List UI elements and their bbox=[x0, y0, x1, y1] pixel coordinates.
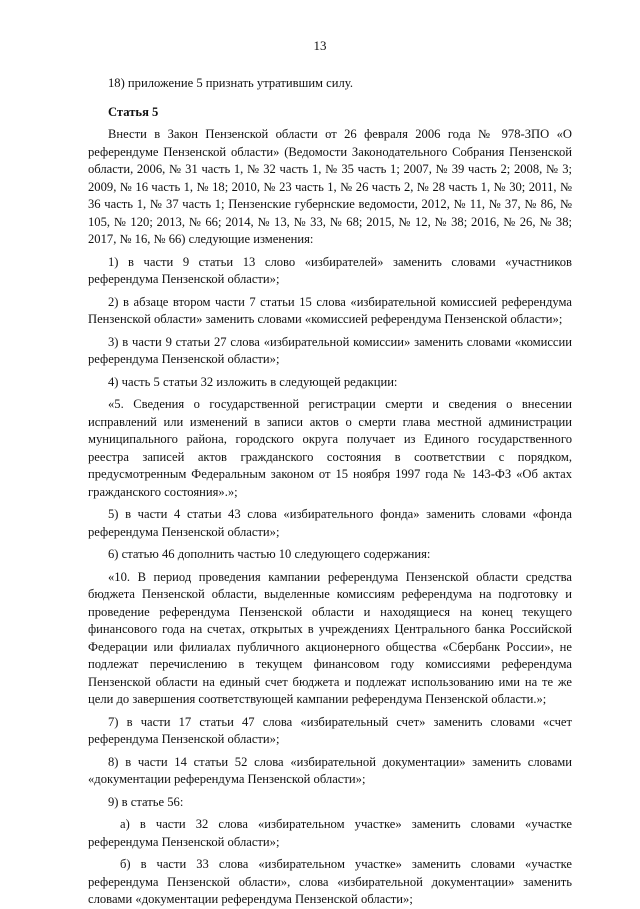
sub-item: б) в части 33 слова «избирательном участке» заменить словами «участке референдума Пензенской области», слова «избирательной документации» заменить словами «документации референдума Пензенской области»; bbox=[88, 857, 572, 906]
list-item: 9) в статье 56: bbox=[108, 794, 184, 809]
list-item: 8) в части 14 статьи 52 слова «избирательной документации» заменить словами «документации референдума Пензенской области»; bbox=[88, 754, 572, 786]
article-intro: Внести в Закон Пензенской области от 26 февраля 2006 года № 978-ЗПО «О референдуме Пензенской области» (Ведомости Законодательного Собрания Пензенской области, 2006, № 31 часть 1, № 32 часть 1, № 35 часть 1; 2007, № 39 часть 2; 2008, № 3; 2009, № 16 часть 1, № 18; 2010, № 23 часть 1, № 26 часть 2, № 28 часть 1, № 30; 2011, № 36 часть 1, № 37 часть 1; Пензенские губернские ведомости, 2012, № 11, № 37, № 86, № 105, № 120; 2013, № 66; 2014, № 13, № 33, № 68; 2015, № 12, № 38; 2016, № 26, № 38; 2017, № 16, № 66) следующие изменения: bbox=[88, 127, 572, 246]
quoted-paragraph: «10. В период проведения кампании референдума Пензенской области средства бюджета Пензенской области, выделенные комиссиям референдума на подготовку и проведение референдума Пензенской области и находящиеся на конец текущего финансового года на счетах, открытых в учреждениях Центрального банка Российской Федерации или филиалах публичного акционерного общества «Сбербанк России», не подлежат перечислению в текущем финансовом году комиссиями референдума Пензенской области на единый счет бюджета и подлежат использованию ими на те же цели до завершения соответствующей кампании референдума Пензенской области.»; bbox=[88, 569, 572, 706]
list-item: 7) в части 17 статьи 47 слова «избирательный счет» заменить словами «счет референдума Пензенской области»; bbox=[88, 714, 572, 746]
list-item: 5) в части 4 статьи 43 слова «избирательного фонда» заменить словами «фонда референдума Пензенской области»; bbox=[88, 507, 572, 539]
list-item: 6) статью 46 дополнить частью 10 следующего содержания: bbox=[108, 547, 431, 561]
quoted-paragraph: «5. Сведения о государственной регистрации смерти и сведения о внесении исправлений или изменений в записи актов о смерти глава местной администрации муниципального района, городского округа получает из Единого государственного реестра записей актов гражданского состояния в соответствии с порядком, предусмотренным Федеральным законом от 15 ноября 1997 года № 143-ФЗ «Об актах гражданского состояния».»; bbox=[88, 397, 572, 499]
sub-item: а) в части 32 слова «избирательном участке» заменить словами «участке референдума Пензенской области»; bbox=[88, 817, 572, 849]
list-item: 3) в части 9 статьи 27 слова «избирательной комиссии» заменить словами «комиссии референдума Пензенской области»; bbox=[88, 334, 572, 366]
list-item: 4) часть 5 статьи 32 изложить в следующей редакции: bbox=[108, 374, 398, 389]
list-item: 1) в части 9 статьи 13 слово «избирателей» заменить словами «участников референдума Пензенской области»; bbox=[88, 254, 572, 286]
list-item: 2) в абзаце втором части 7 статьи 15 слова «избирательной комиссией референдума Пензенской области» заменить словами «комиссией референдума Пензенской области»; bbox=[88, 294, 572, 326]
page-number: 13 bbox=[313, 38, 327, 53]
article-title: Статья 5 bbox=[108, 104, 159, 119]
document-body bbox=[88, 75, 572, 909]
item-18: 18) приложение 5 признать утратившим силу. bbox=[108, 76, 353, 90]
